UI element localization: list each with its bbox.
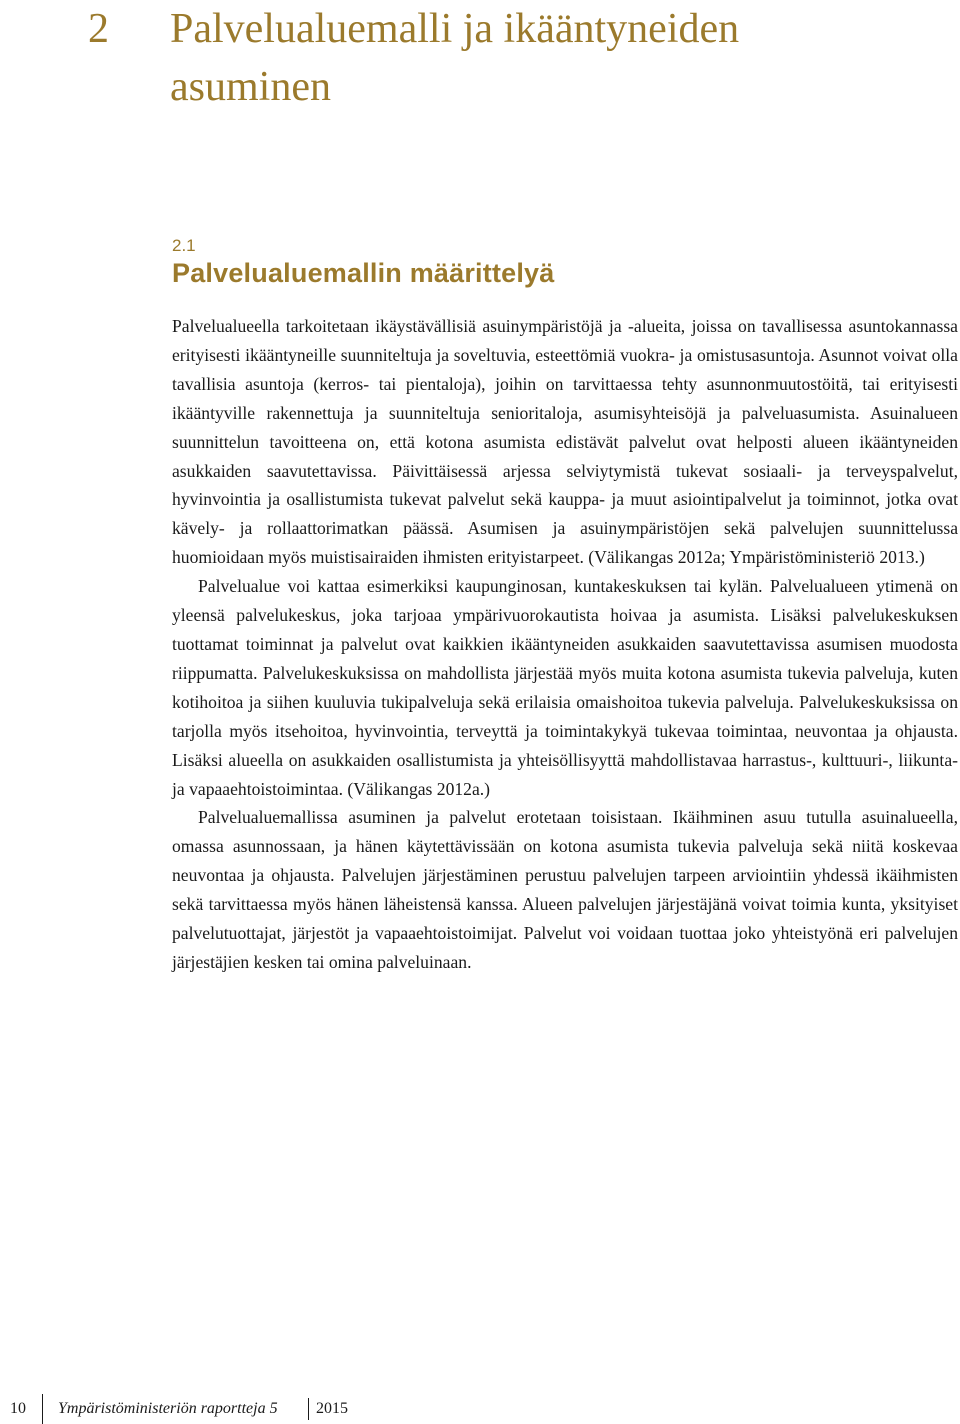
page-number: 10 <box>10 1400 26 1417</box>
chapter-number: 2 <box>88 6 109 52</box>
footer-divider <box>42 1394 43 1424</box>
footer-report-title: Ympäristöministeriön raportteja 5 <box>58 1400 278 1417</box>
paragraph-3: Palvelualuemallissa asuminen ja palvelut erotetaan toisistaan. Ikäihminen asuu tutulla asuinalueella, omassa asunnossaan, ja hänen käytettävissään on kotona asumista tukevia palveluja sekä niitä koskevaa neuvontaa ja ohjausta. Palvelujen järjestäminen perustuu palvelujen tarpeen arviointiin yhdessä ikäihmisten sekä tarvittaessa myös hänen läheistensä kanssa. Alueen palvelujen järjestäjänä voivat toimia kunta, yksityiset palvelutuottajat, järjestöt ja vapaaehtoistoimijat. Palvelut voi voidaan tuottaa joko yhteistyönä eri palvelujen järjestäjien kesken tai omina palveluinaan. <box>172 807 958 972</box>
body-text <box>172 312 958 977</box>
chapter-title: Palvelualuemalli ja ikääntyneiden asuminen <box>170 6 740 110</box>
paragraph-2: Palvelualue voi kattaa esimerkiksi kaupunginosan, kuntakeskuksen tai kylän. Palvelualueen ytimenä on yleensä palvelukeskus, joka tarjoaa ympärivuorokautista hoivaa ja asumista. Lisäksi palvelukeskuksen tuottamat toiminnat ja palvelut ovat kaikkien ikääntyneiden asukkaiden saavutettavissa asumisen muodosta riippumatta. Palvelukeskuksissa on mahdollista järjestää myös muita kotona asumista tukevia palveluja, kuten kotihoitoa ja siihen kuuluvia tukipalveluja sekä erilaisia omaishoitoa tukevia palveluja. Palvelukeskuksissa on tarjolla myös itsehoitoa, hyvinvointia, terveyttä ja toimintakykyä tukevaa toimintaa, neuvontaa ja ohjausta. Lisäksi alueella on asukkaiden osallistumista ja yhteisöllisyyttä mahdollistavaa harrastus-, kulttuuri-, liikunta- ja vapaaehtoistoimintaa. (Välikangas 2012a.) <box>172 576 958 799</box>
section-title: Palvelualuemallin määrittelyä <box>172 258 555 288</box>
footer-divider <box>308 1398 309 1420</box>
section-number: 2.1 <box>172 236 196 255</box>
paragraph-1: Palvelualueella tarkoitetaan ikäystävällisiä asuinympäristöjä ja -alueita, joissa on tavallisessa asuntokannassa erityisesti ikääntyneille suunniteltuja ja soveltuvia, esteettömiä vuokra- ja omistusasuntoja. Asunnot voivat olla tavallisia asuntoja (kerros- tai pientaloja), joihin on tarvittaessa tehty asunnonmuutostöitä, tai erityisesti ikääntyville rakennettuja ja suunniteltuja senioritaloja, asumisyhteisöjä ja palveluasumista. Asuinalueen suunnittelun tavoitteena on, että kotona asumista edistävät palvelut ovat helposti alueen ikääntyneiden asukkaiden saavutettavissa. Päivittäisessä arjessa selviytymistä tukevat sosiaali- ja terveyspalvelut, hyvinvointia ja osallistumista tukevat palvelut sekä kauppa- ja muut asiointipalvelut ja toiminnot, jotka ovat kävely- ja rollaattorimatkan päässä. Asumisen ja asuinympäristöjen sekä palvelujen suunnittelussa huomioidaan myös muistisairaiden ihmisten erityistarpeet. (Välikangas 2012a; Ympäristöministeriö 2013.) <box>172 316 958 568</box>
page-footer <box>0 1394 960 1424</box>
footer-year: 2015 <box>316 1400 348 1417</box>
